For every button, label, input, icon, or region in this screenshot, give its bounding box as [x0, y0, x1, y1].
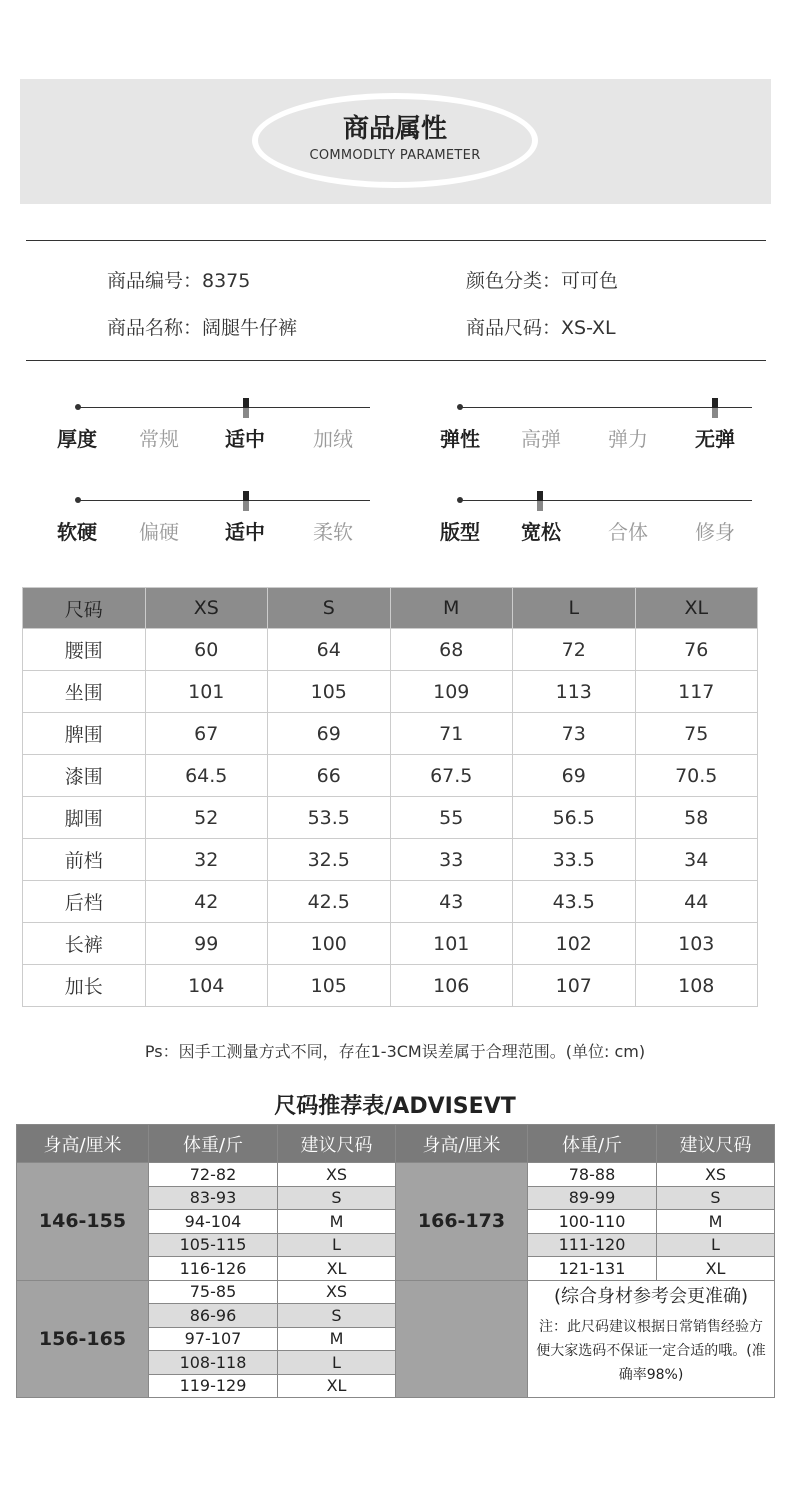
header-cell: 身高/厘米: [396, 1125, 528, 1163]
softness-option: 偏硬: [139, 520, 179, 544]
header-cell: 建议尺码: [657, 1125, 775, 1163]
size-table-header: [23, 588, 758, 629]
height-group: 156-165: [17, 1280, 149, 1398]
weight-cell: 75-85: [149, 1280, 278, 1304]
size-cell: XS: [657, 1163, 775, 1187]
softness-option-selected: 适中: [225, 520, 265, 544]
row-label: 脾围: [23, 713, 146, 755]
size-value: 69: [268, 713, 391, 755]
row-label: 前档: [23, 839, 146, 881]
fit-label: 版型: [440, 520, 480, 544]
height-group: 166-173: [396, 1163, 528, 1281]
size-value: 33.5: [513, 839, 636, 881]
size-cell: L: [278, 1233, 396, 1257]
size-value: 32: [145, 839, 268, 881]
size-cell: XL: [278, 1374, 396, 1398]
row-label: 腰围: [23, 629, 146, 671]
advise-title: 尺码推荐表/ADVISEVT: [274, 1094, 516, 1119]
row-label: 坐围: [23, 671, 146, 713]
weight-cell: 72-82: [149, 1163, 278, 1187]
row-label: 脚围: [23, 797, 146, 839]
size-value: 44: [635, 881, 758, 923]
size-value: 104: [145, 965, 268, 1007]
weight-cell: 78-88: [528, 1163, 657, 1187]
size-value: 99: [145, 923, 268, 965]
size-cell: XS: [278, 1163, 396, 1187]
size-cell: XS: [278, 1280, 396, 1304]
size-value: 102: [513, 923, 636, 965]
header-cell: 体重/斤: [149, 1125, 278, 1163]
size-value: 103: [635, 923, 758, 965]
size-value: 109: [390, 671, 513, 713]
size-cell: S: [278, 1186, 396, 1210]
note-main: (综合身材参考会更准确): [553, 1285, 749, 1307]
table-row: [17, 1163, 775, 1187]
header-cell: 建议尺码: [278, 1125, 396, 1163]
weight-cell: 121-131: [528, 1257, 657, 1281]
divider-bottom: [26, 360, 766, 361]
header-cell: L: [513, 588, 636, 629]
header-cell: 体重/斤: [528, 1125, 657, 1163]
size-value: 100: [268, 923, 391, 965]
advise-header: [17, 1125, 775, 1163]
size-value: 42: [145, 881, 268, 923]
height-group-empty: [396, 1280, 528, 1398]
row-label: 长裤: [23, 923, 146, 965]
weight-cell: 108-118: [149, 1351, 278, 1375]
size-cell: XL: [657, 1257, 775, 1281]
divider-top: [26, 240, 766, 241]
size-value: 43.5: [513, 881, 636, 923]
fit-marker: [537, 491, 543, 511]
size-cell: S: [278, 1304, 396, 1328]
fit-start-dot: [457, 497, 463, 503]
table-row: [23, 965, 758, 1007]
row-label: 后档: [23, 881, 146, 923]
table-row: [23, 671, 758, 713]
size-cell: M: [278, 1327, 396, 1351]
size-value: 106: [390, 965, 513, 1007]
size-table: [22, 587, 758, 1007]
size-value: 32.5: [268, 839, 391, 881]
size-value: 67.5: [390, 755, 513, 797]
size-value: 105: [268, 671, 391, 713]
size-value: 72: [513, 629, 636, 671]
weight-cell: 86-96: [149, 1304, 278, 1328]
thickness-marker: [243, 398, 249, 418]
softness-track: [78, 500, 370, 501]
item-number: 商品编号：8375: [107, 270, 251, 292]
note-sub: 注：此尺码建议根据日常销售经验方便大家选码不保证一定合适的哦。(准确率98%): [536, 1318, 766, 1383]
weight-cell: 89-99: [528, 1186, 657, 1210]
size-value: 75: [635, 713, 758, 755]
item-name: 商品名称：阔腿牛仔裤: [107, 317, 298, 339]
size-value: 34: [635, 839, 758, 881]
item-size: 商品尺码：XS-XL: [466, 317, 616, 339]
weight-cell: 116-126: [149, 1257, 278, 1281]
size-cell: S: [657, 1186, 775, 1210]
size-value: 42.5: [268, 881, 391, 923]
thickness-label: 厚度: [57, 427, 97, 451]
weight-cell: 105-115: [149, 1233, 278, 1257]
size-value: 76: [635, 629, 758, 671]
thickness-option: 常规: [139, 427, 179, 451]
thickness-option-selected: 适中: [225, 427, 265, 451]
page-subtitle: COMMODLTY PARAMETER: [309, 148, 481, 163]
size-value: 55: [390, 797, 513, 839]
weight-cell: 111-120: [528, 1233, 657, 1257]
size-value: 52: [145, 797, 268, 839]
size-value: 70.5: [635, 755, 758, 797]
size-value: 66: [268, 755, 391, 797]
thickness-option: 加绒: [313, 427, 353, 451]
item-color: 颜色分类：可可色: [466, 270, 619, 292]
table-row: [23, 881, 758, 923]
elasticity-option: 弹力: [608, 427, 648, 451]
size-value: 117: [635, 671, 758, 713]
fit-option: 修身: [695, 520, 735, 544]
table-row: [17, 1280, 775, 1304]
measurement-note: Ps：因手工测量方式不同，存在1-3CM误差属于合理范围。(单位: cm): [144, 1042, 646, 1061]
fit-track: [460, 500, 752, 501]
softness-label: 软硬: [57, 520, 97, 544]
header-cell: M: [390, 588, 513, 629]
size-value: 113: [513, 671, 636, 713]
size-value: 68: [390, 629, 513, 671]
size-value: 101: [145, 671, 268, 713]
weight-cell: 119-129: [149, 1374, 278, 1398]
page-title: 商品属性: [342, 114, 447, 144]
weight-cell: 97-107: [149, 1327, 278, 1351]
size-value: 43: [390, 881, 513, 923]
elasticity-start-dot: [457, 404, 463, 410]
table-row: [23, 923, 758, 965]
elasticity-marker: [712, 398, 718, 418]
advise-note: [528, 1280, 775, 1398]
size-cell: M: [657, 1210, 775, 1234]
size-value: 58: [635, 797, 758, 839]
size-advise-table: [16, 1124, 775, 1398]
table-row: [23, 755, 758, 797]
size-value: 101: [390, 923, 513, 965]
fit-option: 合体: [608, 520, 648, 544]
softness-marker: [243, 491, 249, 511]
header-cell: S: [268, 588, 391, 629]
elasticity-option: 高弹: [521, 427, 561, 451]
height-group: 146-155: [17, 1163, 149, 1281]
softness-option: 柔软: [313, 520, 353, 544]
size-value: 56.5: [513, 797, 636, 839]
row-label: 加长: [23, 965, 146, 1007]
header-cell: 身高/厘米: [17, 1125, 149, 1163]
fit-option-selected: 宽松: [521, 520, 561, 544]
size-value: 73: [513, 713, 636, 755]
size-cell: XL: [278, 1257, 396, 1281]
size-value: 105: [268, 965, 391, 1007]
elasticity-option-selected: 无弹: [695, 427, 735, 451]
softness-start-dot: [75, 497, 81, 503]
elasticity-label: 弹性: [440, 427, 480, 451]
size-cell: M: [278, 1210, 396, 1234]
size-value: 107: [513, 965, 636, 1007]
size-value: 60: [145, 629, 268, 671]
table-row: [23, 839, 758, 881]
size-value: 67: [145, 713, 268, 755]
table-row: [23, 629, 758, 671]
size-value: 69: [513, 755, 636, 797]
elasticity-track: [460, 407, 752, 408]
size-cell: L: [278, 1351, 396, 1375]
size-value: 108: [635, 965, 758, 1007]
size-value: 71: [390, 713, 513, 755]
size-cell: L: [657, 1233, 775, 1257]
weight-cell: 94-104: [149, 1210, 278, 1234]
row-label: 漆围: [23, 755, 146, 797]
thickness-start-dot: [75, 404, 81, 410]
thickness-track: [78, 407, 370, 408]
weight-cell: 83-93: [149, 1186, 278, 1210]
size-value: 33: [390, 839, 513, 881]
table-row: [23, 713, 758, 755]
weight-cell: 100-110: [528, 1210, 657, 1234]
size-value: 64.5: [145, 755, 268, 797]
header-cell: XS: [145, 588, 268, 629]
header-cell: XL: [635, 588, 758, 629]
size-value: 64: [268, 629, 391, 671]
size-value: 53.5: [268, 797, 391, 839]
header-cell: 尺码: [23, 588, 146, 629]
table-row: [23, 797, 758, 839]
